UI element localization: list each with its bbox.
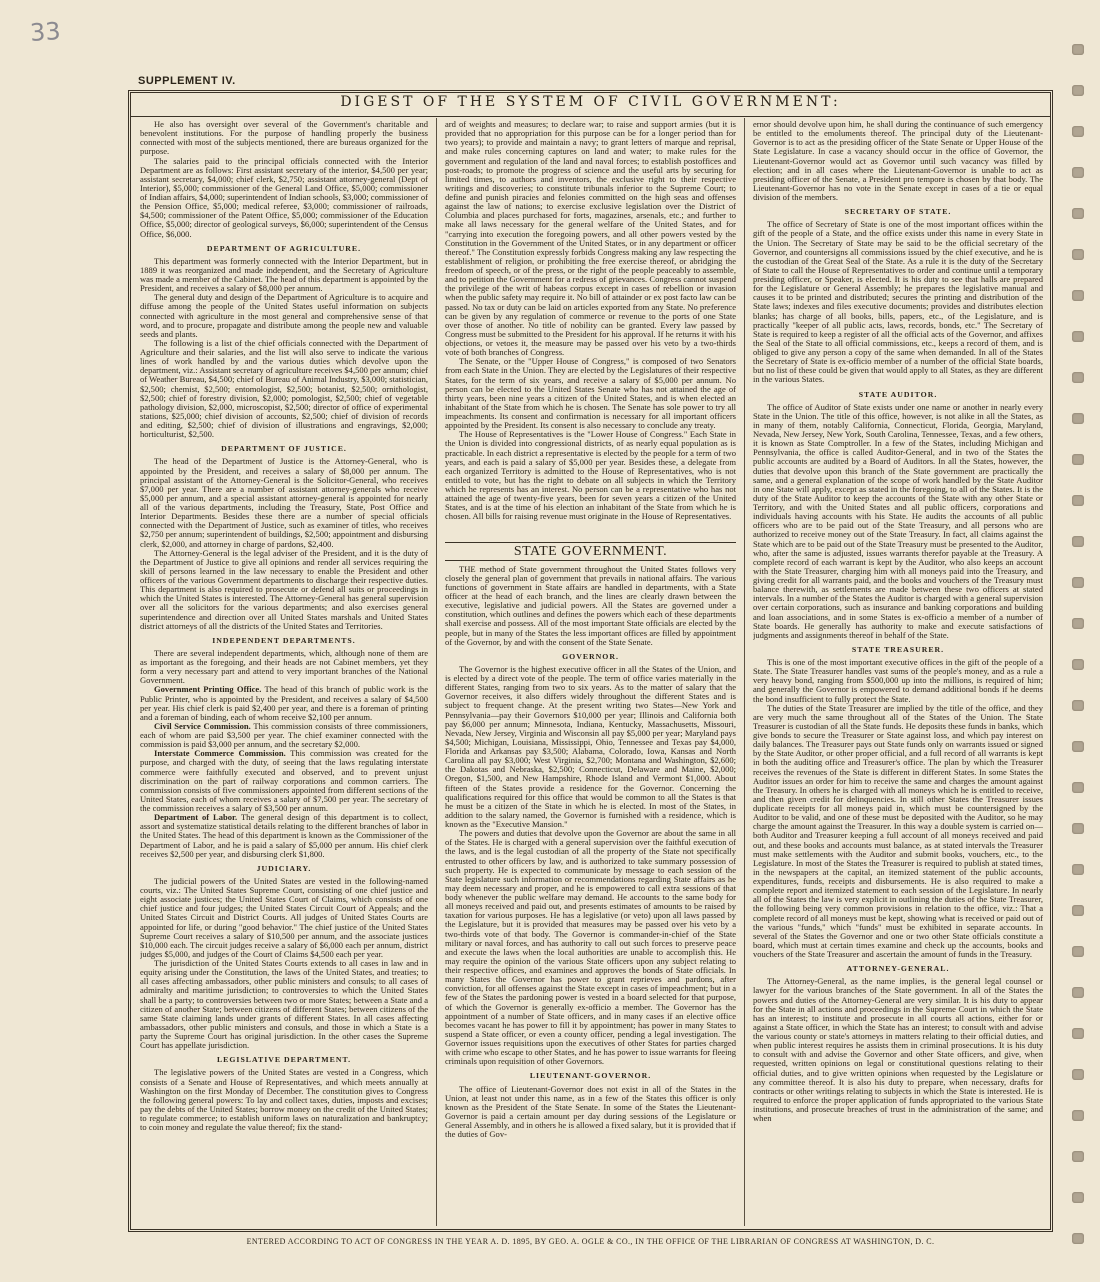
paragraph: The duties of the State Treasurer are implied by the title of the office, and they are very much the same throughout all of the States of the Union. The State Treasurer is custodian of all the State funds. He deposits these funds in banks, which give bonds to secure the Treasurer or State against loss, and which pay interest on daily balances. The Treasurer pays out State funds only on warrants issued or signed by the State Auditor, or other proper official, and a full record of all warrants is kept in both the auditing office and Treasurer's office. The plan by which the Treasurer receives the revenues of the State is different in different States. In some States the Auditor issues an order for him to receive the same and charges the amount against the Treasury. In others he is charged with all moneys which he is entitled to receive, and then given credit for delinquencies. In still other States the Treasurer issues duplicate receipts for all moneys paid in, which must be countersigned by the Auditor to be valid, and one of these must be deposited with the Auditor, so he may charge the amount against the Treasurer. In this way a double system is carried on—both Auditor and Treasurer keeping a full account of all moneys received and paid out, and these books and accounts must balance, as at stated intervals the Treasurer must make settlements with the Auditor and submit books, vouchers, etc., to the Legislature. In most of the States the Treasurer is required to publish at stated times, in the newspapers at the capital, an itemized statement of the public accounts, expenditures, funds, receipts and disbursements. He is also required to make a complete report and itemized statement to each session of the Legislature. In nearly all of the States the law is very explicit in outlining the duties of the State Treasurer, the following being very common provisions in relation to the office, viz.: That a complete record of all moneys must be kept, showing what is received or paid out of the various "funds," which "funds" must be exhibited in separate accounts. In several of the States the Governor and one or two other State officials constitute a board, which must at certain times examine and check up the accounts, books and vouchers of the State Treasurer and ascertain the amount of funds in the Treasury. (753, 702, 1043, 959)
binding-hole (1072, 85, 1084, 96)
title-rule (445, 542, 736, 543)
inline-text: This commission consists of three commissioners, each of whom are paid $3,500 per year. The chief examiner connected with the commission is paid $3,000 per annum, and the secretary $2,000. (140, 720, 428, 750)
section-heading: JUDICIARY. (256, 863, 312, 873)
section-heading: ATTORNEY-GENERAL. (846, 964, 950, 974)
binding-hole (1072, 126, 1084, 137)
column-separator-1 (436, 118, 437, 1226)
paragraph: The head of the Department of Justice is the Attorney-General, who is appointed by the President, and receives a salary of $8,000 per annum. The principal assistant of the Attorney-General is the Solicitor-General, who receives $7,000 per year. There are a number of assistant attorney-generals who receive $5,000 per annum, and a special assistant attorney-general is appointed for nearly all of the various departments, including the Treasury, State, Post Office and Interior Departments. Besides these there are a number of special officials connected with the Department of Justice, such as examiner of titles, who receives $2,750 per annum; superintendent of buildings, $2,500; appointment and disbursing clerk, $2,000, and attorney in charge of pardons, $2,400. (140, 456, 428, 549)
binding-strip (1068, 30, 1092, 1270)
paragraph: The office of Auditor of State exists under one name or another in nearly every State in the Union. The title of this office, however, is not alike in all the States, as in many of them, notably California, Connecticut, Florida, Georgia, Maryland, Nevada, New Jersey, New York, South Carolina, Tennessee, Texas, and a few others, it is known as State Comptroller. In a few of the States, including Michigan and Pennsylvania, the office is called Auditor-General, and in two of the States the public accounts are audited by a Board of Auditors. In all the States, however, the duties that devolve upon this branch of the State government are practically the same, and a general explanation of the scope of work handled by the State Auditor in one State will apply, except as stated in the foregoing, to all of the States. It is the duty of the State Auditor to keep the accounts of the State with any other State or Territory, and with the United States and all public officers, corporations and individuals having accounts with his State. He audits the accounts of all public officers who are to be paid out of the State Treasury, and all persons who are authorized to receive money out of the State Treasury. In fact, all claims against the State which are to be paid out of the State Treasury must be presented to the Auditor, who, after the same is adjusted, issues warrants therefor payable at the Treasury. A complete record of each warrant is kept by the Auditor, who also keeps an account with the State Treasurer, charging him with all moneys paid into the Treasury, and giving credit for all warrants paid, and the books and vouchers of the Treasury must balance therewith, as settlements are made between these two officers at stated intervals. In a number of the States the Auditor is charged with a general supervision over certain corporations, such as insurance and banking corporations and building and loan associations, and in some States is ex-officio a member of a number of State boards. He generally has authority to make and execute satisfactions of judgments and assignments thereof in behalf of the State. (753, 401, 1043, 640)
binding-hole (1072, 413, 1084, 424)
binding-hole (1072, 946, 1084, 957)
binding-hole (1072, 290, 1084, 301)
paragraph: ernor should devolve upon him, he shall during the continuance of such emergency be entitled to the emoluments thereof. The principal duty of the Lieutenant-Governor is to act as the presiding officer of the State Senate or Upper House of the State Legislature. In case a vacancy should occur in the office of Governor, the Lieutenant-Governor would act as Governor until such vacancy was filled by election; and in all cases where the Lieutenant-Governor is unable to act as presiding officer of the Senate, a President pro tempore is chosen by that body. The Lieutenant-Governor has no vote in the Senate except in cases of a tie or equal division of the members. (753, 120, 1043, 202)
paragraph: ard of weights and measures; to declare war; to raise and support armies (but it is provided that no appropriation for this purpose can be for a longer period than for two years); to provide and maintain a navy; to grant letters of marque and reprisal, and make rules concerning captures on land and water; to make rules for the government and regulation of the land and naval forces; to establish postoffices and post-roads; to promote the progress of science and the useful arts by securing for limited times, to authors and inventors, the exclusive right to their respective writings and discoveries; to constitute tribunals inferior to the Supreme Court; to define and punish piracies and felonies committed on the high seas and offenses against the law of nations; to exercise exclusive legislation over the District of Columbia and places purchased for forts, magazines, arsenals, etc.; and further to make all laws necessary for the general welfare of the United States, and for "carrying into execution the foregoing powers, and all other powers vested by the Constitution in the Government of the United States, or in any department or officer thereof." The Constitution expressly forbids Congress making any law respecting the establishment of religion, or prohibiting the free exercise thereof, or abridging the freedom of speech, or of the press, or the right of the people peaceably to assemble, and to petition the Government for a redress of grievances. Congress cannot suspend the privilege of the writ of habeas corpus except in cases of rebellion or invasion when the public safety may require it. No bill of attainder or ex post facto law can be passed. No tax or duty can be laid on articles exported from any State. No preference can be given by any regulation of commerce or revenue to the ports of one State over those of another. No title of nobility can be granted. Every law passed by Congress must be submitted to the President for his approval. If he returns it with his objections, or vetoes it, the measure may be passed over his veto by a two-thirds vote of both branches of Congress. (445, 120, 736, 358)
binding-hole (1072, 454, 1084, 465)
section-heading: GOVERNOR. (562, 651, 619, 661)
paragraph: The House of Representatives is the "Lower House of Congress." Each State in the Union is divided into congressional districts, of as nearly equal population as is practicable. In each district a representative is elected by the people for a term of two years, and each is paid a salary of $5,000 per year. Besides these, a delegate from each organized Territory is admitted to the House of Representatives, who is not entitled to vote, but has the right to debate on all subjects in which the Territory which he represents has an interest. No person can be a representative who has not attained the age of twenty-five years, been for seven years a citizen of the United States, and is at the time of his election an inhabitant of the State from which he is chosen. All bills for raising revenue must originate in the House of Representatives. (445, 429, 736, 522)
binding-hole (1072, 577, 1084, 588)
binding-hole (1072, 1151, 1084, 1162)
paragraph: This department was formerly connected with the Interior Department, but in 1889 it was reorganized and made independent, and the Secretary of Agriculture was made a member of the Cabinet. The head of this department is appointed by the President, and receives a salary of $8,000 per annum. (140, 255, 428, 294)
paragraph: There are several independent departments, which, although none of them are as important as the foregoing, and their heads are not Cabinet members, yet they form a very necessary part and attend to very important branches of the National Government. (140, 647, 428, 686)
binding-hole (1072, 1192, 1084, 1203)
binding-hole (1072, 1110, 1084, 1121)
binding-hole (1072, 700, 1084, 711)
state-government-title: STATE GOVERNMENT. (513, 543, 668, 559)
column-2 (445, 120, 736, 1228)
binding-hole (1072, 208, 1084, 219)
paragraph: The Attorney-General, as the name implies, is the general legal counsel or lawyer for the various branches of the State government. In all of the States the powers and duties of the Attorney-General are very similar. It is his duty to appear for the State in all actions and proceedings in the Supreme Court in which the State has an interest; to institute and prosecute in all courts all actions, either for or against a State officer, in which the State has an interest; to consult with and advise the various county or state's attorneys in matters relating to their official duties, and when public interest requires he assists them in criminal prosecutions. It is his duty to consult with and advise the Governor and other State officers, and give, when requested, written opinions on legal or constitutional questions relating to their official duties, and to give written opinions when requested by the Legislature or any committee thereof. It is also his duty to prepare, when necessary, drafts for contracts or other writings relating to subjects in which the State is interested. He is required to enforce the proper application of funds appropriated to the various State institutions, and prosecute breaches of trust in the administration of the same; and when (753, 976, 1043, 1124)
section-heading: STATE TREASURER. (851, 644, 945, 654)
copyright-footer: ENTERED ACCORDING TO ACT OF CONGRESS IN THE YEAR A. D. 1895, BY GEO. A. OGLE & CO., IN THE OFFICE OF THE LIBRARIAN OF CONGRESS AT WASHINGTON, D. C. (246, 1237, 935, 1246)
paragraph: This is one of the most important executive offices in the gift of the people of a State. The State Treasurer handles vast sums of the people's money, and as a rule a very heavy bond, ranging from $500,000 up into the millions, is required of him; and generally the Governor is empowered to demand additional bonds if he deems the bond insufficient to fully protect the State. (753, 657, 1043, 704)
binding-hole (1072, 823, 1084, 834)
paragraph: The following is a list of the chief officials connected with the Department of Agriculture and their salaries, and the list will also serve to indicate the various lines of work handled by and the various duties which devolve upon the department, viz.: Assistant secretary of agriculture receives $4,500 per annum; chief of Weather Bureau, $4,500; chief of Bureau of Animal Industry, $3,000; statistician, $2,500; chemist, $2,500; entomologist, $2,500; botanist, $2,500; ornithologist, $2,500; chief of forestry division, $2,000; pomologist, $2,500; chief of vegetable pathology division, $2,000, microscopist, $2,500; director of office of experimental stations, $25,000; chief division of accounts, $2,500; chief of division of records and editing, $2,500; chief of division of illustrations and engravings, $2,000; horticulturist, $2,500. (140, 337, 428, 440)
binding-hole (1072, 782, 1084, 793)
binding-hole (1072, 167, 1084, 178)
paragraph: The Senate, or the "Upper House of Congress," is composed of two Senators from each State in the Union. They are elected by the Legislatures of their respective States, for the term of six years, and receive a salary of $5,000 per annum. No person can be elected to the United States Senate who has not attained the age of thirty years, been nine years a citizen of the United States, and is when elected an inhabitant of the State from which he is chosen. The Senate has sole power to try all impeachments. Its consent and confirmation is necessary for all important officers appointed by the President. Its consent is also necessary to conclude any treaty. (445, 356, 736, 431)
inline-label: Department of Labor. (154, 812, 238, 823)
title-rule (130, 116, 1051, 117)
binding-hole (1072, 1028, 1084, 1039)
paragraph: The Attorney-General is the legal adviser of the President, and it is the duty of the Department of Justice to give all opinions and render all services requiring the skill of persons learned in the law necessary to enable the President and other officers of the various Government departments to discharge their respective duties. This department is also required to prosecute or defend all suits or proceedings in which the United States is interested. The Attorney-General has general supervision over all the solicitors for the various departments; and also exercises general superintendence and direction over all United States marshals and United States district attorneys of all the districts of the United States and Territories. (140, 547, 428, 631)
binding-hole (1072, 987, 1084, 998)
paragraph (140, 722, 428, 749)
page-number: 33 (29, 16, 62, 48)
binding-hole (1072, 741, 1084, 752)
section-heading: DEPARTMENT OF JUSTICE. (221, 444, 347, 454)
paragraph: The legislative powers of the United States are vested in a Congress, which consists of a Senate and House of Representatives, and which meets annually at Washington on the first Monday of December. The constitution gives to Congress the following general powers: To lay and collect taxes, duties, imposts and excises; pay the debts of the United States; borrow money on the credit of the United States; to regulate commerce; to establish uniform laws on naturalization and bankruptcy; to coin money and regulate the value thereof; fix the stand- (140, 1067, 428, 1133)
binding-hole (1072, 331, 1084, 342)
section-heading: SECRETARY OF STATE. (844, 207, 952, 217)
paragraph: The salaries paid to the principal officials connected with the Interior Department are as follows: First assistant secretary of the interior, $4,500 per year; assistant secretary, $4,000; chief clerk, $2,750; assistant attorney-general (Dept of Interior), $5,000; commissioner of the General Land Office, $5,000; commissioner of Indian affairs, $4,000; superintendent of Indian schools, $3,000; commissioner of the Pension Office, $5,000; medical referee, $3,000; commissioner of railroads, $4,500; commissioner of the Patent Office, $5,000; commissioner of the Education Office, $5,000; director of geological surveys, $6,000; superintendent of the Census Office, $6,000. (140, 155, 428, 239)
section-heading: DEPARTMENT OF AGRICULTURE. (206, 243, 362, 253)
binding-hole (1072, 44, 1084, 55)
binding-hole (1072, 864, 1084, 875)
paragraph (140, 749, 428, 813)
column-separator-2 (744, 118, 745, 1226)
section-heading: STATE AUDITOR. (858, 389, 938, 399)
binding-hole (1072, 495, 1084, 506)
binding-hole (1072, 659, 1084, 670)
column-3 (753, 120, 1043, 1228)
inline-text: The head of this branch of public work is the Public Printer, who is appointed by the President, and receives a salary of $4,500 per year. His chief clerk is paid $2,400 per year, and there is a foreman of printing and a foreman of binding, each of whom receive $2,100 per annum. (140, 684, 428, 722)
paragraph: The office of Secretary of State is one of the most important offices within the gift of the people of a State, and the office exists under this name in every State in the Union. The Secretary of State may be said to be the official secretary of the Governor, and countersigns all commissions issued by the chief executive, and he is the custodian of the Great Seal of the State. As a rule it is the duty of the Secretary of State to call the House of Representatives to order and continue until a temporary presiding officer, or Speaker, is elected. It is his duty to see that halls are prepared for the Legislature or General Assembly; he prepares the legislative manual and causes it to be printed and distributed; secures the printing and distribution of the State laws; indexes and files executive documents; provides and distributes election blanks; has charge of all books, bills, papers, etc., of the Legislature, and is practically "keeper of all public acts, laws, records, bonds, etc." The Secretary of State is required to keep a register of all the official acts of the Governor, and affixes the Seal of the State to all official commissions, etc., keeps a record of them, and is obliged to give any person a copy of the same when demanded. In all of the States the Secretary of State is ex-officio member of a number of the official State boards, but no list of these could be given that would apply to all States, as they are different in the various States. (753, 219, 1043, 385)
paragraph: THE method of State government throughout the United States follows very closely the general plan of government that prevails in national affairs. The various functions of government in State affairs are handled in departments, with a State officer at the head of each branch, and the lines are clearly drawn between the executive, legislative and judicial powers. All the States are governed under a constitution, which outlines and defines the powers which each of these departments shall exercise and possess. All of the most important State officials are elected by the people, but in many of the States the less important offices are filled by appointment of the Governor, by and with the consent of the State Senate. (445, 563, 736, 647)
paragraph (140, 685, 428, 722)
paragraph: He also has oversight over several of the Government's charitable and benevolent institutions. For the purpose of handling properly the business connected with most of the subjects mentioned, there are bureaus organized for the purpose. (140, 120, 428, 157)
paragraph: The judicial powers of the United States are vested in the following-named courts, viz.: The United States Supreme Court, consisting of one chief justice and eight associate justices; the United States Court of Claims, which consists of one chief justice and four judges; the United States Circuit Court of Appeals; and the United States Circuit and District Courts. All judges of United States Courts are appointed for life, or during "good behavior." The chief justice of the United States Supreme Court receives a salary of $10,500 per annum, and the associate justices $10,000 each. The circuit judges receive a salary of $6,000 each per annum, district judges $5,000, and judges of the Court of Claims $4,500 each per year. (140, 875, 428, 959)
binding-hole (1072, 536, 1084, 547)
column-1 (140, 120, 428, 1228)
paragraph: The powers and duties that devolve upon the Governor are about the same in all of the States. He is charged with a general supervision over the faithful execution of the laws, and is the legal custodian of all the property of the State not specifically entrusted to other officers by law, and is authorized to take summary possession of such property. He is expected to communicate by message to each session of the State legislature such information or recommendations regarding State affairs as he may deem necessary and proper, and he is empowered to call extra sessions of that body whenever the public welfare may demand. He accounts to the same body for all moneys received and paid out, and presents estimates of amounts to be raised by taxation for various purposes. He has a legislative (or veto) upon all laws passed by the Legislature, but it is provided that measures may be passed over his veto by a two-thirds vote of that body. The Governor is commander-in-chief of the State military or naval forces, and has authority to call out such forces to preserve peace and execute the laws when the local authorities are unable to accomplish this. He may require the opinion of the various State officers upon any subject relating to their respective offices, and examines and approves the bonds of State officials. In many States the Governor has power to grant reprieves and pardons, after conviction, for all offenses against the State except in cases of impeachment; but in a few of the States the pardoning power is vested in a board selected for that purpose, of which the Governor is generally ex-officio a member. The Governor has the appointment of a number of State officers, and in many cases if an elective office becomes vacant he has power to fill it by appointment; has power in many States to suspend a State officer, or even a county officer, pending a legal investigation. The Governor issues requisitions upon the executives of other States for parties charged with crime who escape to other States, and he has power to issue warrants for fleeing criminals upon requisition of other Governors. (445, 828, 736, 1067)
section-heading: LIEUTENANT-GOVERNOR. (529, 1071, 652, 1081)
inline-label: Government Printing Office. (154, 684, 262, 695)
binding-hole (1072, 905, 1084, 916)
inline-label: Civil Service Commission. (154, 720, 251, 731)
binding-hole (1072, 249, 1084, 260)
title-rule (445, 560, 736, 561)
inline-label: Interstate Commerce Commission. (154, 748, 286, 759)
binding-hole (1072, 372, 1084, 383)
supplement-label: SUPPLEMENT IV. (138, 75, 236, 87)
digest-title: DIGEST OF THE SYSTEM OF CIVIL GOVERNMENT: (340, 94, 841, 110)
paragraph: The Governor is the highest executive officer in all the States of the Union, and is elected by a direct vote of the people. The term of office varies materially in the different States, ranging from two to six years. As to the matter of salary that the Governor receives, it also differs widely throughout the different States and is subject to frequent change. At the present writing two States—New York and Pennsylvania—pay their Governors $10,000 per year; Illinois and California both pay $6,000 per annum; Minnesota, Indiana, Kentucky, Massachusetts, Missouri, Nevada, New Jersey, Virginia and Wisconsin all pay $5,000 per year; Maryland pays $4,500; Michigan, Louisiana, Mississippi, Ohio, Tennessee and Texas pay $4,000, Florida and Arkansas pay $3,500; Alabama, Colorado, Iowa, Kansas and North Carolina all pay $3,000; West Virginia, $2,700; Montana and Washington, $2,600; the Dakotas and Nebraska, $2,500; Connecticut, Delaware and Maine, $2,000; Oregon, $1,500, and New Hampshire, Rhode Island and Vermont $1,000. About fifteen of the States provide a residence for the Governor. Concerning the qualifications required for this office that would be common to all the States is that he must be a citizen of the State in which he is elected. In most of the States, in addition to the salary named, the Governor is furnished with a residence, which is known as the "Executive Mansion." (445, 663, 736, 829)
binding-hole (1072, 618, 1084, 629)
section-heading: LEGISLATIVE DEPARTMENT. (216, 1055, 352, 1065)
paragraph: The general duty and design of the Department of Agriculture is to acquire and diffuse among the people of the United States useful information on subjects connected with agriculture in the most general and comprehensive sense of that word, and to procure, propagate and distribute among the people new and valuable seeds and plants. (140, 292, 428, 339)
binding-hole (1072, 1233, 1084, 1244)
binding-hole (1072, 1069, 1084, 1080)
inline-text: This commission was created for the purpose, and charged with the duty, of seeing that the laws regulating interstate commerce were faithfully executed and observed, and to prevent unjust discrimination on the part of railway corporations and common carriers. The commission consists of five commissioners appointed from different sections of the United States, each of whom receives a salary of $7,500 per year. The secretary of the commission receives a salary of $3,500 per annum. (140, 748, 428, 813)
paragraph: The office of Lieutenant-Governor does not exist in all of the States in the Union, at least not under this name, as in a few of the States this officer is only known as the President of the State Senate. In some of the States the Lieutenant-Governor is paid a certain amount per day during sessions of the Legislature or General Assembly, and in others he is allowed a fixed salary, but it is provided that if the duties of Gov- (445, 1083, 736, 1140)
inline-text: The general design of this department is to collect, assort and systematize statistical details relating to the different branches of labor in the United States. The head of this department is known as the Commissioner of the Department of Labor, and he is paid a salary of $5,000 per annum. His chief clerk receives $2,500 per year, and disbursing clerk $1,800. (140, 812, 428, 859)
paragraph: The jurisdiction of the United States Courts extends to all cases in law and in equity arising under the Constitution, the laws of the United States, and treaties; to all cases affecting ambassadors, other public ministers and consuls; to all cases of admiralty and maritime jurisdiction; to controversies to which the United States shall be a party; to controversies between two or more States; between a State and a citizen of another State; between citizens of different States; between citizens of the same State claiming lands under grants of different States. In all cases affecting ambassadors, other public ministers and consuls, and those in which a State is a party the Supreme Court has original jurisdiction. In the other cases the Supreme Court has appellate jurisdiction. (140, 958, 428, 1051)
paragraph (140, 813, 428, 859)
section-heading: INDEPENDENT DEPARTMENTS. (212, 635, 356, 645)
